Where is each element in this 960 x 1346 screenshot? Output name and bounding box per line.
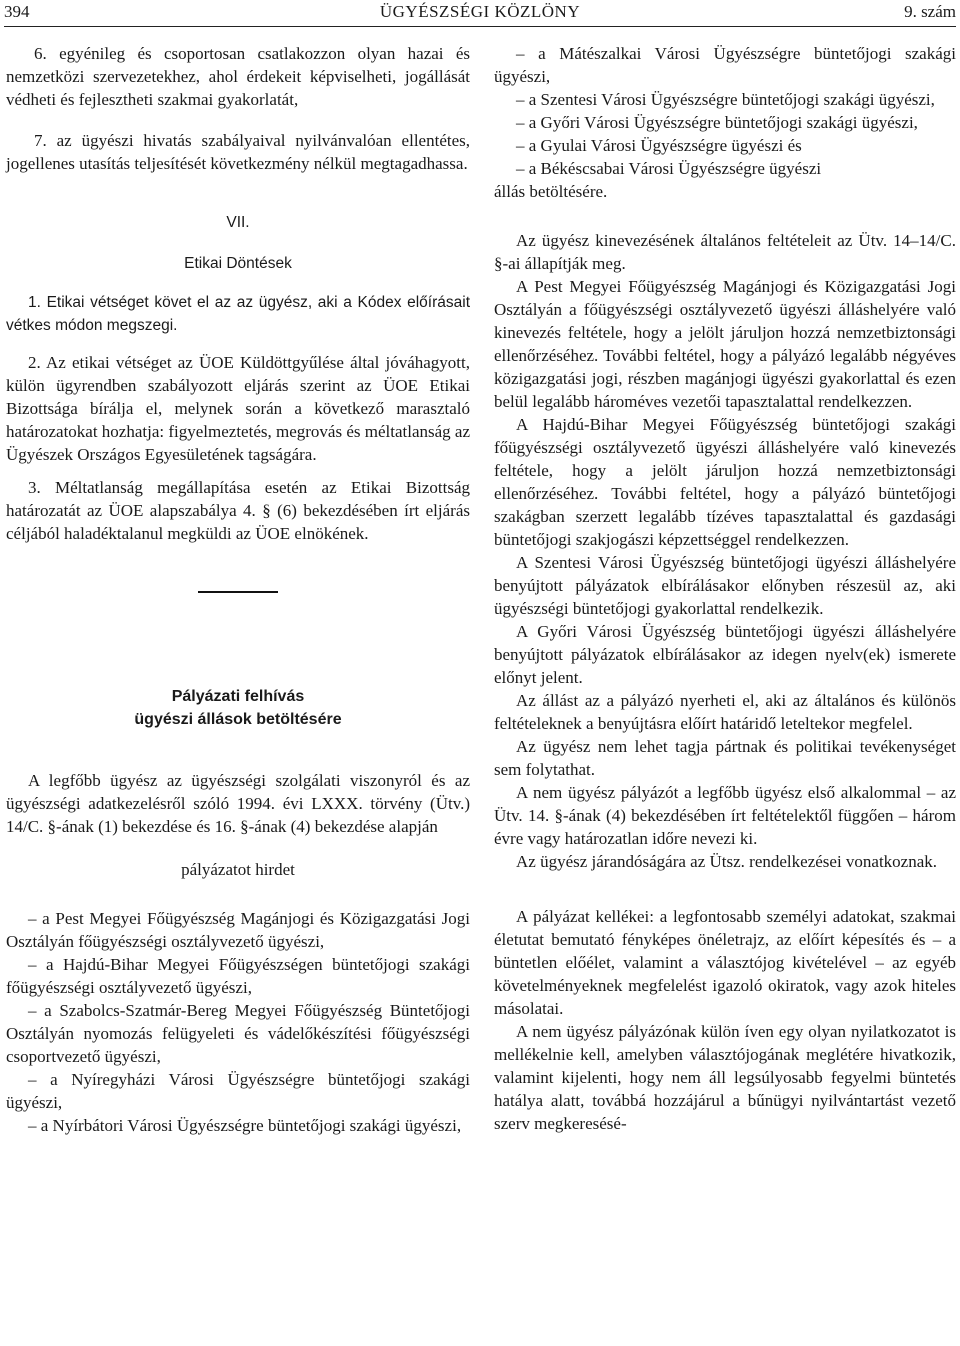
condition-paragraph: Az ügyész nem lehet tagja pártnak és politikai tevékenységet sem folytathat. bbox=[494, 737, 956, 779]
condition-paragraph: A nem ügyész pályázót a legfőbb ügyész első alkalommal – az Ütv. 14. §-ának (4) bekezdésében írt feltételektől függően – három évre vagy határozatlan időre nevezi ki. bbox=[494, 783, 956, 848]
page-header bbox=[4, 0, 956, 27]
notice-announces: pályázatot hirdet bbox=[181, 860, 295, 879]
ethics-para-2: 2. Az etikai vétséget az ÜOE Küldöttgyűlése által jóváhagyott, külön ügyrendben szabályozott eljárás szerint az ÜOE Etikai Bizottsága bírálja el, melynek során a következő marasztaló határozatokat hozhatja: figyelmeztetés, megrovás és méltatlanság az Ügyészek Országos Egyesületének tagságára. bbox=[6, 353, 470, 464]
list-item-6: 6. egyénileg és csoportosan csatlakozzon olyan hazai és nemzetközi szervezetekhez, ahol érdekeit képviselheti, jogállását védheti és fejlesztheti szakmai gyakorlatát, bbox=[6, 44, 470, 109]
position-item: – a Nyíregyházi Városi Ügyészségre büntetőjogi szakági ügyészi, bbox=[6, 1070, 470, 1112]
journal-title: ÜGYÉSZSÉGI KÖZLÖNY bbox=[379, 2, 581, 21]
requirement-paragraph: A nem ügyész pályázónak külön íven egy olyan nyilatkozatot is mellékelnie kell, amelyben választójogának meglétére hivatkozik, valamint kijelenti, hogy nem áll legsúlyosabb fegyelmi büntetés hatálya alatt, továbbá hozzájárul a bűnügyi nyilvántartást vezető szerv megkeresésé- bbox=[494, 1022, 956, 1133]
left-column bbox=[6, 42, 470, 1137]
position-item: – a Szabolcs-Szatmár-Bereg Megyei Főügyészség Büntetőjogi Osztályán nyomozás felügyeleti és vádelőkészítési főügyészségi csoportvezető ügyészi, bbox=[6, 1001, 470, 1066]
page-number: 394 bbox=[4, 2, 30, 21]
condition-paragraph: Az ügyész járandóságára az Ütsz. rendelkezései vonatkoznak. bbox=[516, 852, 938, 871]
position-item: – a Győri Városi Ügyészségre büntetőjogi szakági ügyészi, bbox=[516, 113, 918, 132]
condition-paragraph: Az állást az a pályázó nyerheti el, aki az általános és különös feltételeknek a benyújtásra előírt határidő leteltekor megfelel. bbox=[494, 691, 956, 733]
ethics-para-3: 3. Méltatlanság megállapítása esetén az Etikai Bizottság határozatát az ÜOE alapszabálya 4. § (6) bekezdésében írt eljárás céljából haladéktalanul megküldi az ÜOE elnökének. bbox=[6, 478, 470, 543]
requirement-paragraph: A pályázat kellékei: a legfontosabb személyi adatokat, szakmai életutat bemutató fényképes önéletrajz, az előírt képesítés és – a büntetlen előélet, valamint a választójog kivételével – az egyéb követelményeknek megfelelést igazoló okiratok, vagy azok hiteles másolatai. bbox=[494, 907, 956, 1018]
positions-end: állás betöltésére. bbox=[494, 182, 608, 201]
condition-paragraph: Az ügyész kinevezésének általános feltételeit az Ütv. 14–14/C. §-ai állapítják meg. bbox=[494, 231, 956, 273]
position-item: – a Hajdú-Bihar Megyei Főügyészségen büntetőjogi szakági főügyészségi osztályvezető ügyészi, bbox=[6, 955, 470, 997]
notice-title: Pályázati felhívás bbox=[171, 688, 305, 705]
list-item-7: 7. az ügyészi hivatás szabályaival nyilvánvalóan ellentétes, jogellenes utasítás teljesítését következmény nélkül megtagadhassa. bbox=[6, 131, 470, 173]
position-item: – a Békéscsabai Városi Ügyészségre ügyészi bbox=[516, 159, 822, 178]
position-item: – a Mátészalkai Városi Ügyészségre büntetőjogi szakági ügyészi, bbox=[494, 44, 956, 86]
condition-paragraph: A Hajdú-Bihar Megyei Főügyészség büntetőjogi szakági főügyészségi osztályvezető ügyészi álláshelyére való kinevezés feltétele, hogy a jelölt járuljon hozzá nemzetbiztonsági ellenőrzéséhez. További feltétel, hogy a pályázó büntetőjogi szakágban szerzett legalább tízéves tapasztalattal és gazdasági büntetőjogi szakjogászi képzettséggel rendelkezzen. bbox=[494, 415, 956, 549]
position-item: – a Szentesi Városi Ügyészségre büntetőjogi szakági ügyészi, bbox=[516, 90, 935, 109]
notice-intro: A legfőbb ügyész az ügyészségi szolgálati viszonyról és az ügyészségi adatkezelésről szóló 1994. évi LXXX. törvény (Ütv.) 14/C. §-ának (1) bekezdése és 16. §-ának (4) bekezdése alapján bbox=[6, 771, 470, 836]
condition-paragraph: A Pest Megyei Főügyészség Magánjogi és Közigazgatási Jogi Osztályán a főügyészségi osztályvezető ügyészi álláshelyére való kinevezés feltétele, hogy a jelölt járuljon hozzá nemzetbiztonsági ellenőrzéséhez. További feltétel, hogy a pályázó legalább négyéves közigazgatási jogi, részben magánjogi ügyészi gyakorlattal és ezen belül legalább hároméves vezetői tapasztalattal rendelkezzen. bbox=[494, 277, 956, 411]
position-item: – a Nyírbátori Városi Ügyészségre büntetőjogi szakági ügyészi, bbox=[28, 1116, 462, 1135]
condition-paragraph: A Szentesi Városi Ügyészség büntetőjogi ügyészi álláshelyére benyújtott pályázatok elbírálásakor előnyben részesül az, aki ügyészségi büntetőjogi gyakorlattal rendelkezik. bbox=[494, 553, 956, 618]
right-column bbox=[494, 42, 956, 1135]
notice-subtitle: ügyészi állások betöltésére bbox=[134, 711, 342, 728]
ethics-para-1: 1. Etikai vétséget követ el az az ügyész, aki a Kódex előírásait vétkes módon megszegi. bbox=[6, 294, 470, 334]
section-number: VII. bbox=[226, 214, 250, 231]
position-item: – a Pest Megyei Főügyészség Magánjogi és Közigazgatási Jogi Osztályán főügyészségi osztályvezető ügyészi, bbox=[6, 909, 470, 951]
issue-number: 9. szám bbox=[904, 2, 956, 21]
section-title: Etikai Döntések bbox=[184, 255, 292, 272]
position-item: – a Gyulai Városi Ügyészségre ügyészi és bbox=[516, 136, 802, 155]
condition-paragraph: A Győri Városi Ügyészség büntetőjogi ügyészi álláshelyére benyújtott pályázatok elbírálásakor az idegen nyelv(ek) ismerete előnyt jelent. bbox=[494, 622, 956, 687]
